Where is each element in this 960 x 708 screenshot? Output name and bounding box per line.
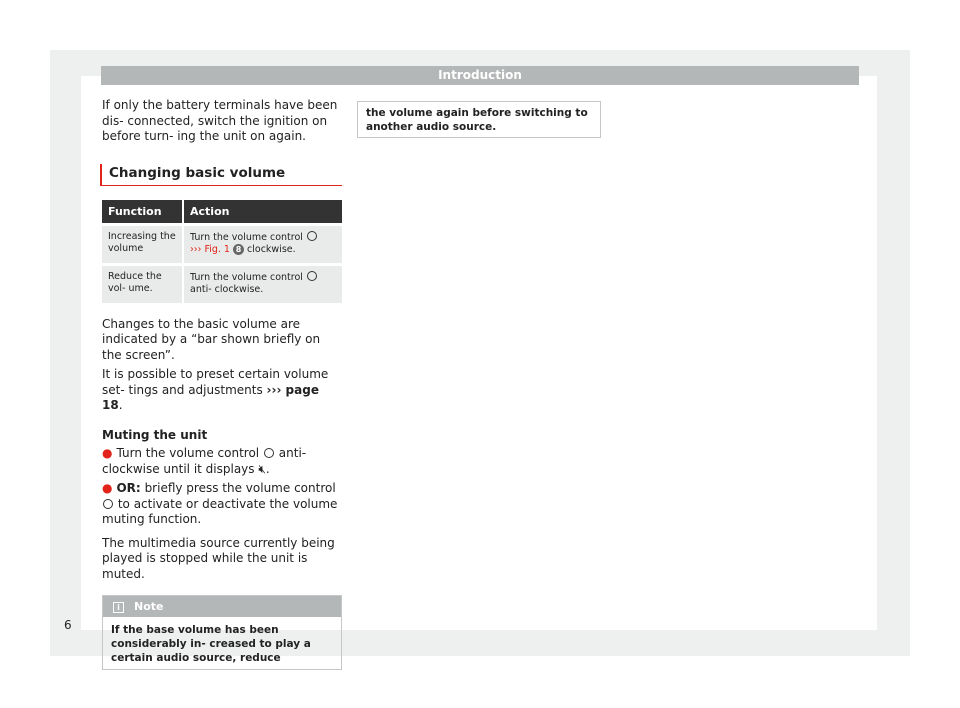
preset-paragraph: It is possible to preset certain volume set- tings and adjustments ››› page 18. — [102, 367, 329, 412]
bullet-icon: ● — [102, 446, 113, 460]
volume-knob-icon — [103, 499, 113, 509]
bullet-text-end: to activate or deactivate the volume muting function. — [102, 496, 338, 526]
fig-label: Fig. 1 — [204, 243, 230, 255]
page-number: 6 — [64, 618, 72, 632]
volume-knob-icon — [264, 448, 274, 458]
table-cell-function: Reduce the vol- ume. — [102, 264, 183, 303]
intro-paragraph: If only the battery terminals have been dis- connected, switch the ignition on before turn- ing the unit on again. — [102, 98, 338, 143]
bullet-item: ● Turn the volume control anti-clockwise until it displays 🔇︎. — [102, 446, 307, 476]
note-text: If the base volume has been considerably in- creased to play a certain audio source, reduce — [111, 624, 311, 664]
bullet-text-end: anti-clockwise until it displays — [102, 446, 307, 476]
section-heading: Changing basic volume — [100, 164, 342, 186]
note-header — [103, 596, 341, 617]
action-text-end: anti- clockwise. — [190, 283, 264, 295]
right-column — [357, 101, 601, 138]
note-box — [102, 595, 342, 670]
mute-icon: 🔇︎ — [258, 461, 266, 476]
stopped-paragraph: The multimedia source currently being played is stopped while the unit is muted. — [102, 535, 335, 581]
table-row — [102, 264, 342, 303]
callout-number: 8 — [233, 244, 244, 255]
action-text: Turn the volume control — [190, 231, 303, 243]
bullet-item — [102, 481, 342, 528]
bullet-text: briefly press the volume control — [144, 481, 336, 495]
table-cell-action — [183, 264, 342, 303]
ref-arrow: ››› — [190, 243, 202, 255]
note-continued: the volume again before switching to another audio source. — [357, 101, 601, 138]
table-header-row — [102, 200, 342, 225]
action-text-end: clockwise. — [247, 243, 296, 255]
note-label: Note — [134, 600, 164, 613]
changes-paragraph: Changes to the basic volume are indicated by a “bar shown briefly on the screen”. — [102, 316, 321, 362]
info-icon: i — [113, 602, 124, 613]
bullet-or-label: OR: — [116, 481, 141, 495]
action-text: Turn the volume control — [190, 271, 303, 283]
table-row — [102, 224, 342, 264]
volume-table — [102, 200, 342, 303]
preset-text: It is possible to preset certain volume set- tings and adjustments — [102, 367, 329, 397]
bullet-text: Turn the volume control — [116, 446, 260, 460]
table-cell-function: Increasing the volume — [102, 224, 183, 264]
volume-knob-icon — [307, 271, 317, 281]
table-header-action: Action — [183, 200, 342, 225]
mute-heading: Muting the unit — [102, 427, 208, 442]
page-header: Introduction — [101, 66, 859, 85]
volume-knob-icon — [307, 231, 317, 241]
page-reference-link[interactable]: ››› page 18 — [102, 382, 319, 412]
bullet-icon: ● — [102, 481, 113, 495]
left-column — [102, 98, 342, 670]
table-header-function: Function — [102, 200, 183, 225]
table-cell-action — [183, 224, 342, 264]
fig-reference-link[interactable] — [190, 244, 230, 255]
